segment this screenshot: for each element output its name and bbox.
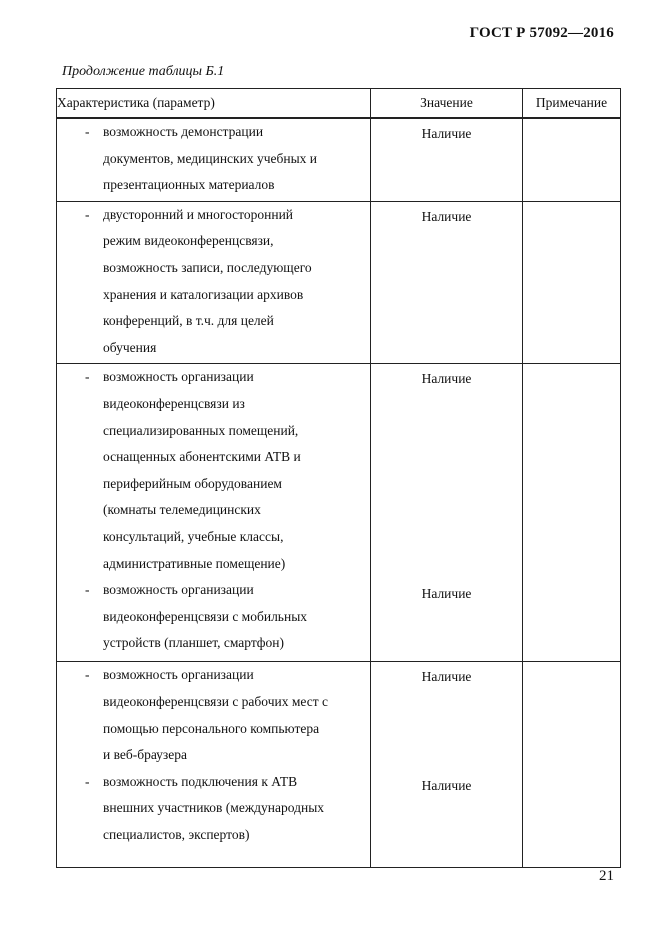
- item-text-line: (комнаты телемедицинских: [103, 502, 261, 518]
- item-text-line: документов, медицинских учебных и: [103, 150, 317, 166]
- item-text-line: видеоконференцсвязи с мобильных: [103, 608, 308, 624]
- value-text: Наличие: [421, 371, 472, 387]
- column-header-value: Значение: [371, 89, 523, 119]
- item-text-line: консультаций, учебные классы,: [103, 528, 284, 544]
- item-text-line: специализированных помещений,: [103, 422, 299, 438]
- item-text-line: периферийным оборудованием: [103, 475, 282, 491]
- value-text: Наличие: [421, 126, 472, 141]
- dash-bullet: -: [85, 582, 90, 598]
- value-text: Наличие: [421, 669, 472, 685]
- value-cell: [371, 201, 523, 364]
- item-text-line: режим видеоконференцсвязи,: [103, 233, 274, 249]
- value-text: Наличие: [421, 586, 472, 602]
- item-text-line: возможность демонстрации: [103, 124, 264, 139]
- column-header-parameter: Характеристика (параметр): [57, 89, 371, 119]
- note-cell: [523, 118, 621, 201]
- item-text-line: оснащенных абонентскими АТВ и: [103, 449, 301, 465]
- table-caption: Продолжение таблицы Б.1: [62, 64, 225, 79]
- item-text-line: презентационных материалов: [103, 177, 275, 193]
- list-item: [57, 364, 370, 577]
- item-text-line: возможность записи, последующего: [103, 259, 312, 275]
- note-cell: [523, 201, 621, 364]
- item-text-line: и веб-браузера: [103, 747, 187, 763]
- list-item: [57, 202, 370, 362]
- parameter-cell: [57, 662, 371, 868]
- item-text-line: административные помещение): [103, 555, 286, 571]
- item-text-line: хранения и каталогизации архивов: [103, 286, 304, 302]
- table-row: [57, 118, 621, 201]
- value-cell: [371, 118, 523, 201]
- table-row: [57, 201, 621, 364]
- item-text-line: возможность организации: [103, 369, 254, 385]
- spec-table: [56, 88, 621, 868]
- item-text-line: видеоконференцсвязи из: [103, 395, 245, 411]
- value-cell: [371, 364, 523, 662]
- value-text: Наличие: [421, 208, 472, 224]
- item-text-line: конференций, в т.ч. для целей: [103, 313, 274, 329]
- list-item: [57, 119, 370, 199]
- table-header-row: [57, 89, 621, 119]
- dash-bullet: -: [85, 369, 90, 385]
- parameter-cell: [57, 364, 371, 662]
- table-body: [57, 118, 621, 868]
- document-code: ГОСТ Р 57092—2016: [469, 25, 614, 41]
- item-text-line: помощью персонального компьютера: [103, 720, 320, 736]
- list-item: [57, 577, 370, 657]
- dash-bullet: -: [85, 773, 90, 789]
- value-text: Наличие: [421, 777, 472, 793]
- table-row: [57, 662, 621, 868]
- dash-bullet: -: [85, 667, 90, 683]
- column-header-note: Примечание: [523, 89, 621, 119]
- item-text-line: внешних участников (международных: [103, 800, 325, 816]
- value-cell: [371, 662, 523, 868]
- item-text-line: устройств (планшет, смартфон): [103, 635, 284, 651]
- item-text-line: возможность организации: [103, 582, 254, 598]
- parameter-cell: [57, 118, 371, 201]
- item-text-line: специалистов, экспертов): [103, 826, 250, 842]
- note-cell: [523, 364, 621, 662]
- list-item: [57, 769, 370, 849]
- dash-bullet: -: [85, 124, 90, 139]
- item-text-line: видеоконференцсвязи с рабочих мест с: [103, 693, 328, 709]
- item-text-line: обучения: [103, 339, 157, 355]
- note-cell: [523, 662, 621, 868]
- item-text-line: возможность организации: [103, 667, 254, 683]
- item-text-line: возможность подключения к АТВ: [103, 773, 298, 789]
- page-number: 21: [599, 868, 614, 884]
- parameter-cell: [57, 201, 371, 364]
- dash-bullet: -: [85, 206, 90, 222]
- item-text-line: двусторонний и многосторонний: [103, 206, 294, 222]
- list-item: [57, 662, 370, 768]
- table-row: [57, 364, 621, 662]
